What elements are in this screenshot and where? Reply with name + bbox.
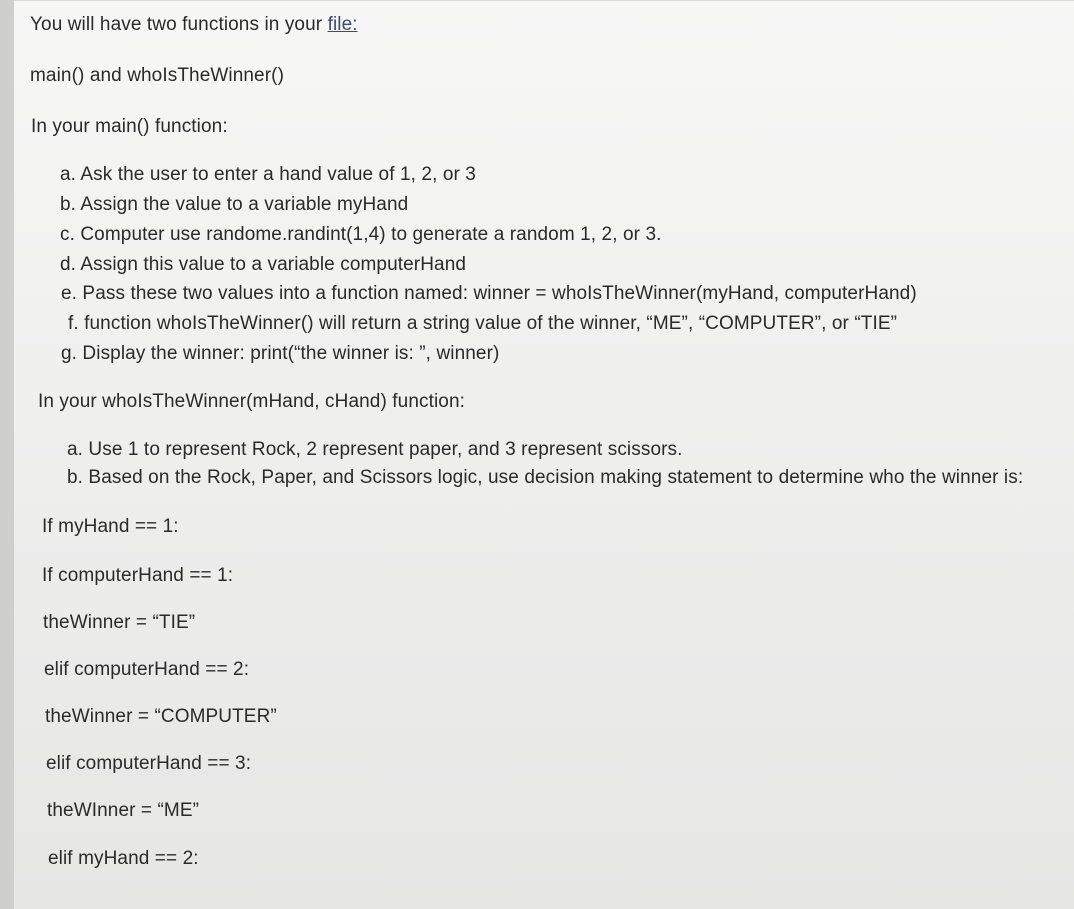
winner-step: b. Based on the Rock, Paper, and Scissors logic, use decision making statement to determine who the winner is: bbox=[67, 467, 1024, 488]
functions-line: main() and whoIsTheWinner() bbox=[30, 65, 285, 86]
main-step: e. Pass these two values into a function named: winner = whoIsTheWinner(myHand, computerHand) bbox=[61, 283, 917, 304]
winner-step: a. Use 1 to represent Rock, 2 represent paper, and 3 represent scissors. bbox=[67, 439, 683, 460]
code-line: elif computerHand == 2: bbox=[44, 659, 250, 680]
intro-text: You will have two functions in your bbox=[30, 14, 328, 35]
main-step: b. Assign the value to a variable myHand bbox=[60, 194, 409, 215]
intro-line bbox=[30, 14, 358, 36]
main-step: g. Display the winner: print(“the winner is: ”, winner) bbox=[61, 343, 500, 364]
main-step: a. Ask the user to enter a hand value of 1, 2, or 3 bbox=[60, 164, 476, 185]
code-line: theWinner = “COMPUTER” bbox=[45, 706, 277, 727]
main-step: c. Computer use randome.randint(1,4) to generate a random 1, 2, or 3. bbox=[60, 224, 662, 245]
code-line: theWinner = “TIE” bbox=[43, 612, 196, 633]
main-step: d. Assign this value to a variable computerHand bbox=[60, 254, 467, 275]
file-link[interactable]: file: bbox=[327, 14, 358, 35]
main-step: f. function whoIsTheWinner() will return a string value of the winner, “ME”, “COMPUTER”, or “TIE” bbox=[68, 313, 898, 334]
document-page bbox=[14, 0, 1074, 909]
code-line: elif computerHand == 3: bbox=[46, 753, 252, 774]
code-line: theWInner = “ME” bbox=[47, 800, 200, 821]
code-line: elif myHand == 2: bbox=[48, 848, 199, 869]
winner-section-heading: In your whoIsTheWinner(mHand, cHand) function: bbox=[38, 391, 466, 412]
main-section-heading: In your main() function: bbox=[31, 116, 228, 137]
code-line: If myHand == 1: bbox=[42, 516, 179, 537]
code-line: If computerHand == 1: bbox=[42, 565, 234, 586]
